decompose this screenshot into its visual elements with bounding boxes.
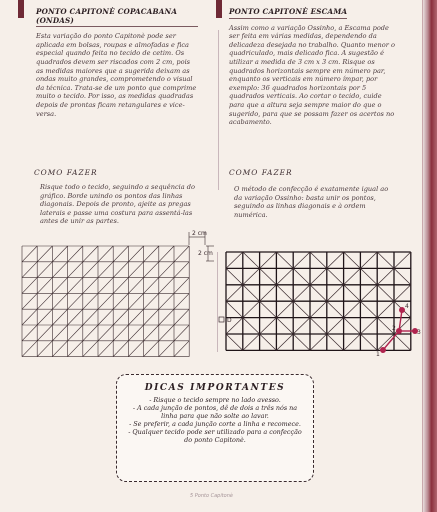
diagonal-stitch [113,246,128,262]
diagonal-stitch [83,246,98,262]
diagonal-stitch [174,325,189,341]
diagonal-stitch [174,246,189,262]
copacabana-grid-diagram [20,228,216,360]
diagonal-stitch [159,262,174,278]
dim-label-top: 2 cm [192,230,207,237]
diagonal-stitch [360,285,377,301]
diagonal-stitch [52,246,67,262]
diagonal-stitch [159,309,174,325]
diagonal-stitch [144,309,159,325]
diagonal-stitch [243,268,260,284]
diagonal-stitch [22,293,37,309]
left-column [36,8,198,118]
diagonal-stitch [144,325,159,341]
diagonal-stitch [327,285,344,301]
diagonal-stitch [226,285,243,301]
page-binding [423,0,437,512]
diagonal-stitch [276,268,293,284]
left-how-to-heading: COMO FAZER [34,168,98,177]
diagonal-stitch [22,309,37,325]
diagonal-stitch [310,334,327,350]
diagonal-stitch [68,309,83,325]
diagonal-stitch [226,252,243,268]
diagonal-stitch [128,293,143,309]
tip-item: - Se preferir, a cada junção corte a linha e recomece. [129,420,301,429]
diagonal-stitch [310,301,327,317]
right-intro-paragraph: Assim como a variação Ossinho, a Escama pode ser feita em várias medidas, dependendo da delicadeza desejada no trabalho. Quanto menor o quadriculado, mais delicado fica. A sugestão é utilizar a medida de 3 cm x 3 cm. Risque os quadrados horizontais sempre em número par, enquanto os verticais em número ímpar, por exemplo: 36 quadrados horizontais por 5 quadrados verticais. Ao cortar o tecido, cuide para que a altura seja sempre maior do que o sugerido, para que se possam fazer os acertos no acabamento. [229,23,395,127]
dim-label-side: 2 cm [198,250,213,257]
sequence-num-2: 2 [392,325,396,332]
diagonal-stitch [310,268,327,284]
diagonal-stitch [243,318,260,334]
diagonal-stitch [128,309,143,325]
left-how-to-text: Risque todo o tecido, seguindo a sequência do gráfico. Borde unindo os pontos das linhas diagonais. Depois de pronto, ajeite as pregas laterais e passe uma costura para assentá-las antes de unir as partes. [40,183,195,226]
diagonal-stitch [22,262,37,278]
diagonal-stitch [83,341,98,357]
left-accent-bar [18,0,24,18]
diagonal-stitch [310,318,327,334]
right-how-to-text: O método de confecção é exatamente igual ao da variação Ossinho: basta unir os pontos, seguindo as linhas diagonais e à ordem numérica. [234,185,389,219]
marker-d-label: D [227,317,232,324]
right-intro-text [229,24,397,127]
diagonal-stitch [327,334,344,350]
diagonal-stitch [159,341,174,357]
diagonal-stitch [260,252,277,268]
diagonal-stitch [260,318,277,334]
diagonal-stitch [37,293,52,309]
diagonal-stitch [276,301,293,317]
diagonal-stitch [98,341,113,357]
diagonal-stitch [344,285,361,301]
diagonal-stitch [68,262,83,278]
diagonal-stitch [327,318,344,334]
diagonal-stitch [293,334,310,350]
tip-item: - A cada junção de pontos, dê de dois a três nós na linha para que não solte ao lavar. [132,404,298,421]
diagonal-stitch [128,262,143,278]
diagonal-stitch [293,268,310,284]
diagonal-stitch [98,278,113,294]
diagonal-stitch [159,278,174,294]
diagonal-stitch [310,252,327,268]
diagonal-stitch [377,268,394,284]
diagonal-stitch [128,278,143,294]
diagonal-stitch [243,301,260,317]
diagonal-stitch [377,252,394,268]
right-how-to-heading: COMO FAZER [229,168,293,177]
tip-item: - Qualquer tecido pode ser utilizado para a confecção do ponto Capitonè. [128,428,302,445]
diagonal-stitch [226,301,243,317]
diagonal-stitch [22,341,37,357]
sequence-num-1: 1 [376,351,380,358]
diagonal-stitch [327,268,344,284]
diagonal-stitch [83,325,98,341]
diagonal-stitch [327,301,344,317]
diagonal-stitch [174,262,189,278]
diagonal-stitch [159,246,174,262]
diagonal-stitch [260,334,277,350]
diagonal-stitch [113,293,128,309]
diagonal-stitch [52,262,67,278]
diagonal-stitch [83,278,98,294]
diagonal-stitch [113,341,128,357]
diagonal-stitch [22,325,37,341]
diagonal-stitch [243,285,260,301]
diagonal-stitch [174,341,189,357]
diagonal-stitch [52,278,67,294]
diagonal-stitch [113,262,128,278]
diagonal-stitch [310,285,327,301]
diagonal-stitch [128,246,143,262]
left-section-title: PONTO CAPITONÈ COPACABANA (ONDAS) [36,8,198,27]
dimension-markers [189,230,214,261]
diagonal-stitch [37,246,52,262]
diagonal-stitch [68,293,83,309]
right-column [229,8,397,127]
diagonal-stitch [83,262,98,278]
diagonal-stitch [52,341,67,357]
escama-grid [226,252,411,350]
copacabana-grid [22,246,189,357]
diagonal-stitch [144,278,159,294]
diagonal-stitch [394,268,411,284]
diagonal-stitch [344,334,361,350]
diagonal-stitch [293,301,310,317]
diagonal-stitch [243,334,260,350]
diagonal-stitch [260,301,277,317]
diagonal-stitch [159,293,174,309]
diagonal-stitch [37,325,52,341]
diagonal-stitch [394,252,411,268]
diagonal-stitch [98,325,113,341]
diagonal-stitch [37,341,52,357]
right-section-title: PONTO CAPITONÈ ESCAMA [229,8,347,19]
diagonal-stitch [226,268,243,284]
diagonal-stitch [360,252,377,268]
escama-grid-diagram [218,246,422,358]
diagonal-stitch [360,334,377,350]
diagonal-stitch [344,252,361,268]
diagonal-stitch [293,318,310,334]
diagonal-stitch [128,341,143,357]
diagonal-stitch [360,318,377,334]
diagonal-stitch [276,318,293,334]
diagonal-stitch [377,285,394,301]
diagonal-stitch [377,301,394,317]
diagonal-stitch [83,309,98,325]
tips-box [116,374,314,482]
diagonal-stitch [22,246,37,262]
diagonal-stitch [243,252,260,268]
diagonal-stitch [360,268,377,284]
tips-list [117,396,313,445]
diagonal-stitch [174,309,189,325]
diagonal-stitch [174,293,189,309]
left-intro-paragraph: Esta variação do ponto Capitonè pode ser aplicada em bolsas, roupas e almofadas e fica especial quando feita no tecido de cetim. Os quadrados devem ser riscados com 2 cm, pois as medidas maiores que a sugerida deixam as ondas muito grandes, comprometendo o visual da técnica. Trata-se de um ponto que comprime muito o tecido. Por isso, as medidas quadradas depois de prontas ficam retangulares e vice-versa. [36,32,197,118]
diagonal-stitch [68,246,83,262]
diagonal-stitch [344,318,361,334]
diagonal-stitch [144,293,159,309]
diagonal-stitch [344,301,361,317]
diagonal-stitch [98,262,113,278]
diagonal-stitch [113,325,128,341]
diagonal-stitch [327,252,344,268]
diagonal-stitch [52,293,67,309]
diagonal-stitch [68,325,83,341]
diagonal-stitch [98,293,113,309]
column-divider [218,30,219,190]
diagonal-stitch [52,309,67,325]
sequence-num-4: 4 [405,303,409,310]
diagonal-stitch [394,334,411,350]
diagonal-stitch [276,285,293,301]
diagonal-stitch [276,334,293,350]
left-intro-text [36,32,198,118]
diagonal-stitch [113,309,128,325]
diagonal-stitch [37,278,52,294]
diagonal-stitch [394,285,411,301]
diagonal-stitch [260,268,277,284]
diagonal-stitch [68,341,83,357]
tips-title: DICAS IMPORTANTES [144,383,286,393]
diagonal-stitch [128,325,143,341]
diagonal-stitch [144,262,159,278]
diagonal-stitch [37,262,52,278]
page-footer: 5 Ponto Capitonè [189,493,233,499]
sequence-dot-2 [396,328,402,334]
diagonal-stitch [37,309,52,325]
diagonal-stitch [113,278,128,294]
diagonal-stitch [144,341,159,357]
marker-d-box [219,317,224,322]
diagonal-stitch [98,246,113,262]
diagonal-stitch [159,325,174,341]
sequence-num-3: 3 [417,329,421,336]
diagonal-stitch [22,278,37,294]
diagonal-stitch [83,293,98,309]
diagonal-stitch [344,268,361,284]
diagonal-stitch [360,301,377,317]
diagonal-stitch [293,252,310,268]
diagonal-stitch [174,278,189,294]
right-accent-bar [216,0,222,18]
diagonal-stitch [144,246,159,262]
diagonal-stitch [293,285,310,301]
tip-item: - Risque o tecido sempre no lado avesso. [149,396,281,404]
diagonal-stitch [276,252,293,268]
diagonal-stitch [98,309,113,325]
sequence-dot-1 [380,347,386,353]
diagonal-stitch [226,334,243,350]
diagonal-stitch [52,325,67,341]
diagonal-stitch [260,285,277,301]
diagonal-stitch [68,278,83,294]
